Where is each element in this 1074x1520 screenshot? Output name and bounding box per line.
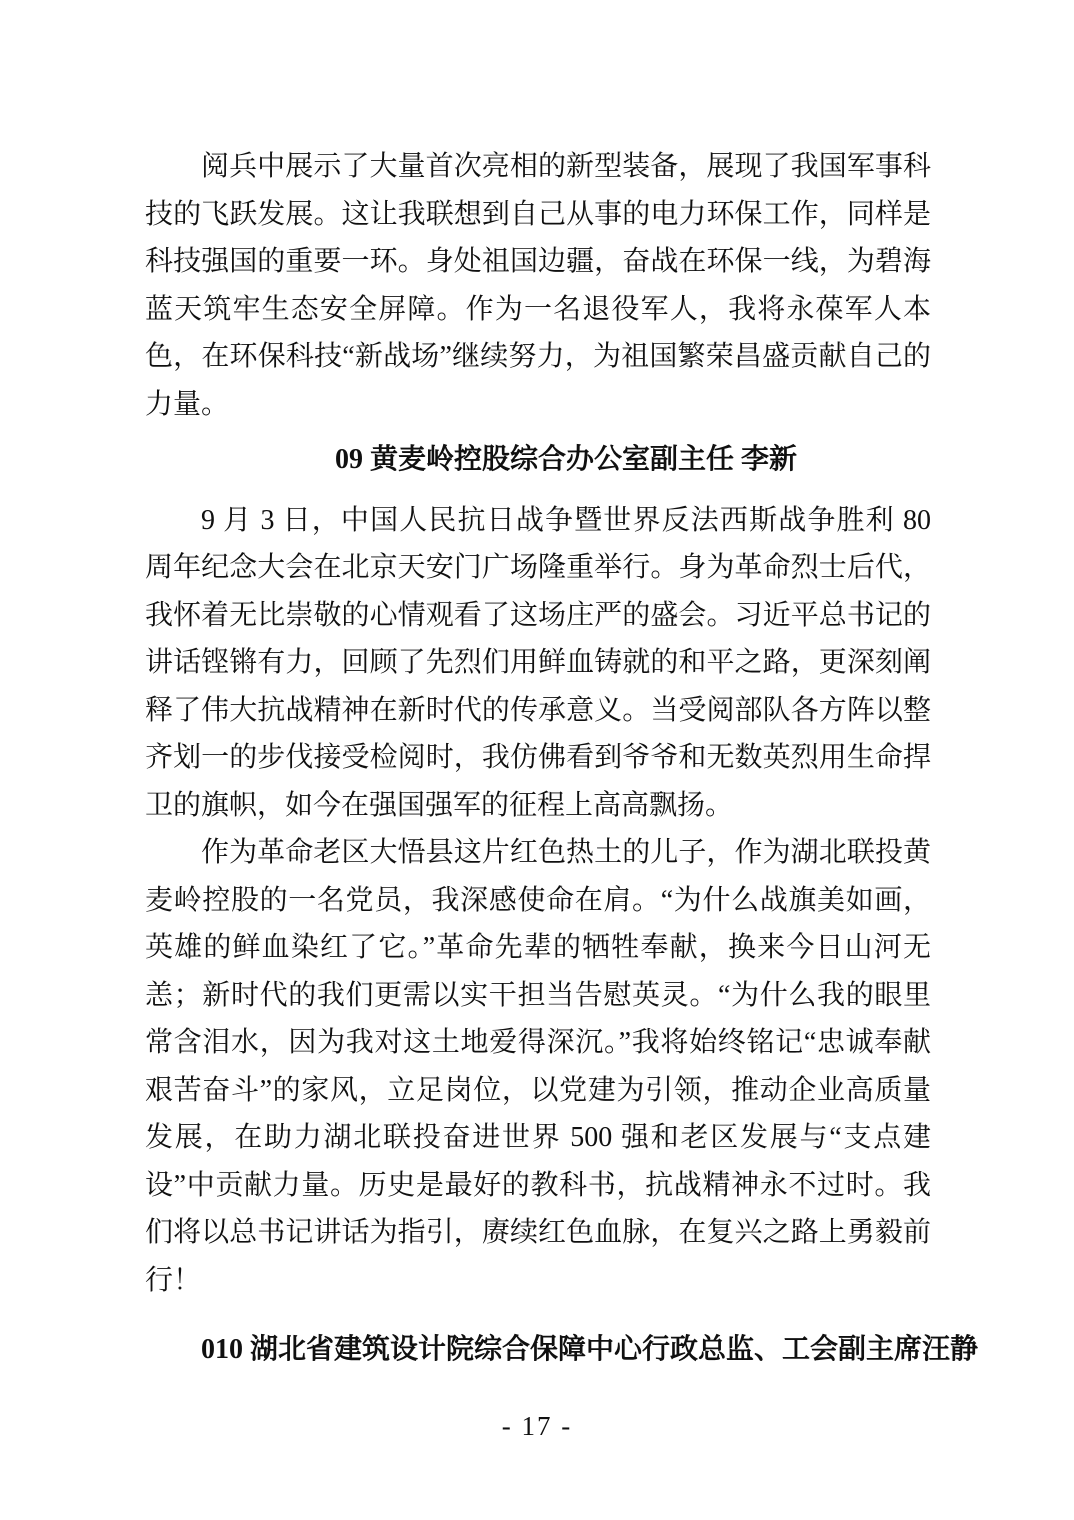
section-heading-09-lixin: 09 黄麦岭控股综合办公室副主任 李新 xyxy=(334,444,797,475)
paragraph-sep3-commemoration: 9 月 3 日，中国人民抗日战争暨世界反法西斯战争胜利 80 周年纪念大会在北京天安门广场隆重举行。身为革命烈士后代，我怀着无比崇敬的心情观看了这场庄严的盛会。习近平总书记的讲话铿锵有力，回顾了先烈们用鲜血铸就的和平之路，更深刻阐释了伟大抗战精神在新时代的传承意义。当受阅部队各方阵以整齐划一的步伐接受检阅时，我仿佛看到爷爷和无数英烈用生命捍卫的旗帜，如今在强国强军的征程上高高飘扬。 xyxy=(145,504,931,821)
page-number: - 17 - xyxy=(501,1411,573,1441)
paragraph-military-parade-reflection: 阅兵中展示了大量首次亮相的新型装备，展现了我国军事科技的飞跃发展。这让我联想到自己从事的电力环保工作，同样是科技强国的重要一环。身处祖国边疆，奋战在环保一线，为碧海蓝天筑牢生态安全屏障。作为一名退役军人，我将永葆军人本色，在环保科技“新战场”继续努力，为祖国繁荣昌盛贡献自己的力量。 xyxy=(145,151,931,420)
section-heading-010-wangjing: 010 湖北省建筑设计院综合保障中心行政总监、工会副主席汪静 xyxy=(201,1334,979,1365)
document-content xyxy=(145,143,979,1374)
paragraph-red-heritage: 作为革命老区大悟县这片红色热土的儿子，作为湖北联投黄麦岭控股的一名党员，我深感使命在肩。“为什么战旗美如画，英雄的鲜血染红了它。”革命先辈的牺牲奉献，换来今日山河无恙；新时代的我们更需以实干担当告慰英灵。“为什么我的眼里常含泪水，因为我对这土地爱得深沉。”我将始终铭记“忠诚奉献 艰苦奋斗”的家风，立足岗位，以党建为引领，推动企业高质量发展，在助力湖北联投奋进世界 500 强和老区发展与“支点建设”中贡献力量。历史是最好的教科书，抗战精神永不过时。我们将以总书记讲话为指引，赓续红色血脉，在复兴之路上勇毅前行！ xyxy=(145,837,960,1296)
